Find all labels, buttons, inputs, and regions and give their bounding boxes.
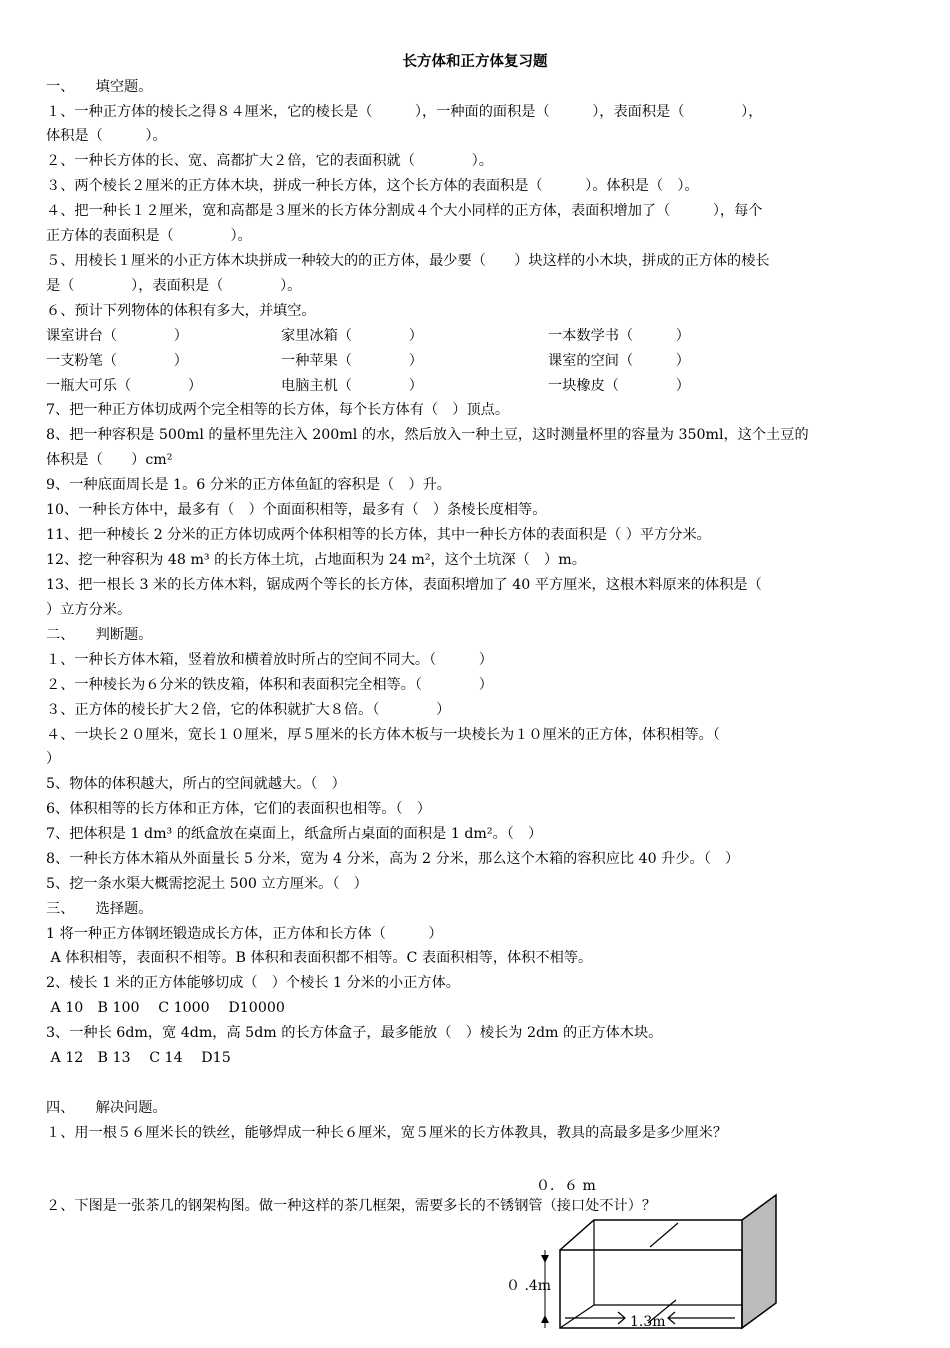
question-line: ） — [46, 751, 61, 767]
question-options: A 体积相等，表面积不相等。B 体积和表面积都不相等。C 表面积相等，体积不相等。 — [46, 950, 593, 966]
question-line: 是（ ），表面积是（ ）。 — [46, 278, 302, 294]
question-options: A 12 B 13 C 14 D15 — [46, 1050, 231, 1066]
document-title: 长方体和正方体复习题 — [402, 53, 548, 70]
question-line: １、一种长方体木箱，竖着放和横着放时所占的空间不同大。（ ） — [46, 652, 493, 668]
width-label: ０．６ m — [536, 1178, 596, 1194]
question-line: 3、一种长 6dm，宽 4dm，高 5dm 的长方体盒子，最多能放（ ）棱长为 2dm 的正方体木块。 — [46, 1025, 663, 1041]
question-line: 1 将一种正方体钢坯锻造成长方体，正方体和长方体（ ） — [46, 926, 443, 942]
question-line: ）立方分米。 — [46, 602, 132, 618]
question-line: 体积是（ ）cm² — [46, 452, 173, 468]
question-line: ４、一块长２０厘米，宽长１０厘米，厚５厘米的长方体木板与一块棱长为１０厘米的正方体，体积相等。（ — [46, 727, 720, 743]
question-line: ２、一种长方体的长、宽、高都扩大２倍，它的表面积就（ ）。 — [46, 153, 493, 169]
estimate-item: 一瓶大可乐（ ） — [46, 378, 203, 394]
estimate-item: 课室讲台（ ） — [46, 328, 188, 344]
question-line: 10、一种长方体中，最多有（ ）个面面积相等，最多有（ ）条棱长度相等。 — [46, 502, 547, 518]
question-line: ６、预计下列物体的体积有多大，并填空。 — [46, 303, 316, 319]
question-line: 7、把一种正方体切成两个完全相等的长方体，每个长方体有（ ）顶点。 — [46, 402, 510, 418]
question-line: 8、一种长方体木箱从外面量长 5 分米，宽为 4 分米，高为 2 分米，那么这个木箱的容积应比 40 升少。（ ） — [46, 851, 740, 867]
question-line: ３、两个棱长２厘米的正方体木块，拼成一种长方体，这个长方体的表面积是（ ）。体积是（ ）。 — [46, 178, 699, 194]
question-line: ４、把一种长１２厘米，宽和高都是３厘米的长方体分割成４个大小同样的正方体，表面积增加了（ ），每个 — [46, 203, 763, 219]
height-label: ０ .4m — [506, 1278, 552, 1294]
question-line: 7、把体积是 1 dm³ 的纸盒放在桌面上，纸盒所占桌面的面积是 1 dm²。（ ） — [46, 826, 543, 842]
question-line: 5、物体的体积越大，所占的空间就越大。（ ） — [46, 776, 346, 792]
estimate-item: 电脑主机（ ） — [281, 378, 423, 394]
estimate-item: 家里冰箱（ ） — [281, 328, 423, 344]
estimate-item: 一本数学书（ ） — [548, 328, 690, 344]
estimate-item: 一支粉笔（ ） — [46, 353, 188, 369]
question-line: 6、体积相等的长方体和正方体，它们的表面积也相等。（ ） — [46, 801, 431, 817]
question-line: 12、挖一种容积为 48 m³ 的长方体土坑，占地面积为 24 m²，这个土坑深（ ）m。 — [46, 552, 586, 568]
question-line: １、用一根５６厘米长的铁丝，能够焊成一种长６厘米，宽５厘米的长方体教具，教具的高最多是多少厘米？ — [46, 1125, 728, 1141]
estimate-item: 一种苹果（ ） — [281, 353, 423, 369]
question-line: 体积是（ ）。 — [46, 128, 167, 144]
length-label: 1.3m — [630, 1314, 666, 1330]
tea-table-frame-figure — [490, 1175, 790, 1344]
question-line: 正方体的表面积是（ ）。 — [46, 228, 252, 244]
section-heading-fill: 一、 填空题。 — [46, 79, 153, 95]
question-line: ５、用棱长１厘米的小正方体木块拼成一种较大的的正方体，最少要（ ）块这样的小木块，拼成的正方体的棱长 — [46, 253, 770, 269]
estimate-item: 一块橡皮（ ） — [548, 378, 690, 394]
question-line: ２、下图是一张茶几的钢架构图。做一种这样的茶几框架，需要多长的不锈钢管（接口处不计）？ — [46, 1198, 657, 1214]
question-line: 9、一种底面周长是 1。6 分米的正方体鱼缸的容积是（ ）升。 — [46, 477, 451, 493]
section-heading-choice: 三、 选择题。 — [46, 901, 153, 917]
section-heading-judge: 二、 判断题。 — [46, 627, 153, 643]
estimate-item: 课室的空间（ ） — [548, 353, 690, 369]
question-line: 8、把一种容积是 500ml 的量杯里先注入 200ml 的水，然后放入一种土豆，这时测量杯里的容量为 350ml，这个土豆的 — [46, 427, 809, 443]
question-line: ３、正方体的棱长扩大２倍，它的体积就扩大８倍。（ ） — [46, 702, 451, 718]
question-line: 2、棱长 1 米的正方体能够切成（ ）个棱长 1 分米的小正方体。 — [46, 975, 460, 991]
question-line: 13、把一根长 3 米的长方体木料，锯成两个等长的长方体，表面积增加了 40 平方厘米，这根木料原来的体积是（ — [46, 577, 762, 593]
question-options: A 10 B 100 C 1000 D10000 — [46, 1000, 285, 1016]
question-line: 11、把一种棱长 2 分米的正方体切成两个体积相等的长方体，其中一种长方体的表面积是（ ）平方分米。 — [46, 527, 711, 543]
question-line: 5、挖一条水渠大概需挖泥土 500 立方厘米。（ ） — [46, 876, 368, 892]
question-line: １、一种正方体的棱长之得８４厘米，它的棱长是（ ），一种面的面积是（ ），表面积是（ ）， — [46, 104, 763, 120]
question-line: ２、一种棱长为６分米的铁皮箱，体积和表面积完全相等。（ ） — [46, 677, 493, 693]
section-heading-solve: 四、 解决问题。 — [46, 1100, 167, 1116]
